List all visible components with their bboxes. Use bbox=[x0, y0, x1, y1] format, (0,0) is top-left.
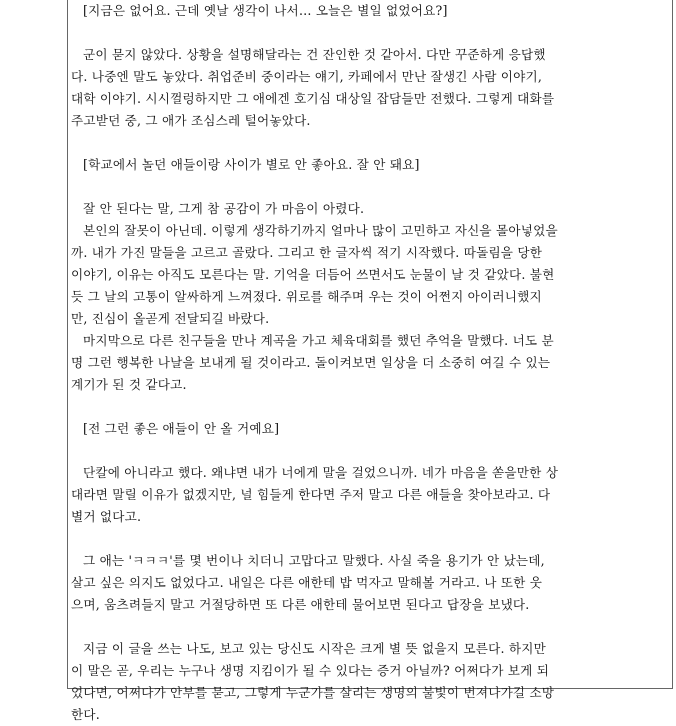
text-line: 만, 진심이 올곧게 전달되길 바랐다. bbox=[71, 311, 270, 326]
text-line: 살고 싶은 의지도 없었다고. 내일은 다른 애한테 밥 먹자고 말해볼 거라고. 나 또한 웃 bbox=[71, 575, 543, 590]
text-line: [전 그런 좋은 애들이 안 올 거예요] bbox=[83, 421, 280, 436]
text-line: [지금은 없어요. 근데 옛날 생각이 나서… 오늘은 별일 없었어요?] bbox=[83, 3, 448, 18]
text-line: 이 말은 곧, 우리는 누구나 생명 지킴이가 될 수 있다는 증거 아닐까? 어쩌다가 보게 되 bbox=[71, 663, 550, 678]
paragraph bbox=[71, 550, 669, 616]
paragraph bbox=[71, 638, 669, 726]
text-line: [학교에서 놀던 애들이랑 사이가 별로 안 좋아요. 잘 안 돼요] bbox=[83, 157, 420, 172]
text-line: 이야기, 이유는 아직도 모른다는 말. 기억을 더듬어 쓰면서도 눈물이 날 것 같았다. 불현 bbox=[71, 267, 555, 282]
text-line: 한다. bbox=[71, 707, 100, 722]
text-line: 지금 이 글을 쓰는 나도, 보고 있는 당신도 시작은 크게 별 뜻 없을지 모른다. 하지만 bbox=[83, 641, 546, 656]
text-line: 별거 없다고. bbox=[71, 509, 142, 524]
text-line: 듯 그 날의 고통이 알싸하게 느껴졌다. 위로를 해주며 우는 것이 어쩐지 아이러니했지 bbox=[71, 289, 542, 304]
paragraph bbox=[71, 44, 669, 132]
quote-block bbox=[71, 0, 669, 22]
paragraph-gap bbox=[71, 22, 669, 44]
text-line: 었다면, 어쩌다가 안부를 묻고, 그렇게 누군가를 살리는 생명의 불빛이 번져나가길 소망 bbox=[71, 685, 555, 700]
paragraph-gap bbox=[71, 396, 669, 418]
paragraph-gap bbox=[71, 440, 669, 462]
paragraph-gap bbox=[71, 132, 669, 154]
paragraph-gap bbox=[71, 176, 669, 198]
paragraph bbox=[71, 462, 669, 528]
text-line: 계기가 된 것 같다고. bbox=[71, 377, 187, 392]
text-line: 주고받던 중, 그 애가 조심스레 털어놓았다. bbox=[71, 113, 311, 128]
text-line: 대라면 말릴 이유가 없겠지만, 널 힘들게 한다면 주저 말고 다른 애들을 찾아보라고. 다 bbox=[71, 487, 551, 502]
text-line: 마지막으로 다른 친구들을 만나 계곡을 가고 체육대회를 했던 추억을 말했다. 너도 분 bbox=[83, 333, 554, 348]
quote-block bbox=[71, 154, 669, 176]
text-line: 까. 내가 가진 말들을 고르고 골랐다. 그리고 한 글자씩 적기 시작했다. 따돌림을 당한 bbox=[71, 245, 543, 260]
document-body bbox=[67, 0, 673, 726]
paragraph-gap bbox=[71, 616, 669, 638]
text-line: 단칼에 아니라고 했다. 왜냐면 내가 너에게 말을 걸었으니까. 네가 마음을 쏟을만한 상 bbox=[83, 465, 559, 480]
text-line: 그 애는 'ㅋㅋㅋ'를 몇 번이나 치더니 고맙다고 말했다. 사실 죽을 용기가 안 났는데, bbox=[83, 553, 545, 568]
text-line: 다. 나중엔 말도 놓았다. 취업준비 중이라는 얘기, 카페에서 만난 잘생긴 사람 이야기, bbox=[71, 69, 543, 84]
text-line: 대학 이야기. 시시껄렁하지만 그 애에겐 호기심 대상일 잡담들만 전했다. 그렇게 대화를 bbox=[71, 91, 555, 106]
paragraph bbox=[71, 198, 669, 396]
text-line: 본인의 잘못이 아닌데. 이렇게 생각하기까지 얼마나 많이 고민하고 자신을 몰아넣었을 bbox=[83, 223, 558, 238]
quote-block bbox=[71, 418, 669, 440]
text-line: 군이 묻지 않았다. 상황을 설명해달라는 건 잔인한 것 같아서. 다만 꾸준하게 응답했 bbox=[83, 47, 546, 62]
text-line: 잘 안 된다는 말, 그게 참 공감이 가 마음이 아렸다. bbox=[83, 201, 365, 216]
paragraph-gap bbox=[71, 528, 669, 550]
text-line: 으며, 움츠려들지 말고 거절당하면 또 다른 애한테 물어보면 된다고 답장을 보냈다. bbox=[71, 597, 530, 612]
text-line: 명 그런 행복한 나날을 보내게 될 것이라고. 돌이켜보면 일상을 더 소중히 여길 수 있는 bbox=[71, 355, 551, 370]
